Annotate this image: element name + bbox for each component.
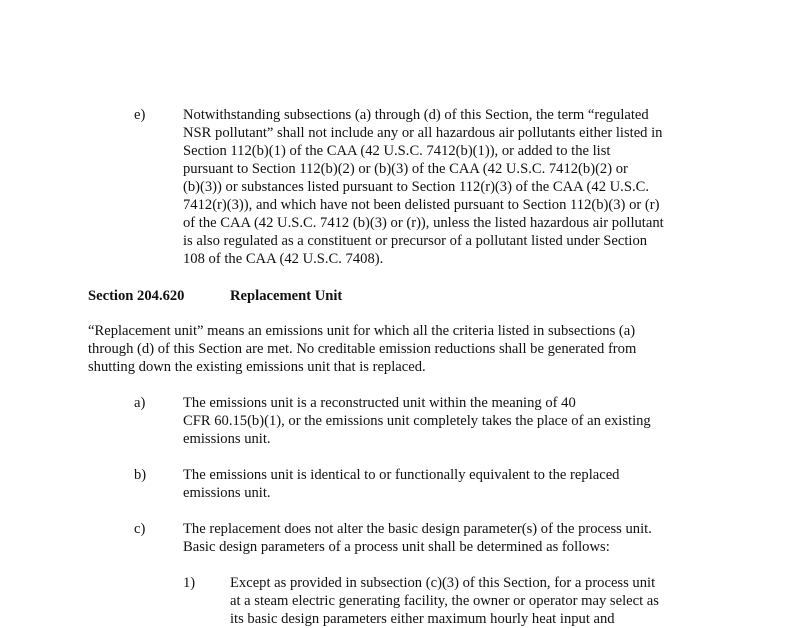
item-c1-line: Except as provided in subsection (c)(3) of this Section, for a process unit [230,575,656,591]
item-c1-line: its basic design parameters either maximum hourly heat input and [230,611,615,627]
item-e-line: of the CAA (42 U.S.C. 7412 (b)(3) or (r)), unless the listed hazardous air pollutant [183,215,664,231]
item-a-label: a) [134,395,146,411]
intro-line: through (d) of this Section are met. No creditable emission reductions shall be generated from [88,341,637,357]
intro-line: shutting down the existing emissions unit that is replaced. [88,359,426,375]
item-b-label: b) [134,467,147,483]
item-b-line: The emissions unit is identical to or functionally equivalent to the replaced [183,467,620,483]
item-a-line: CFR 60.15(b)(1), or the emissions unit completely takes the place of an existing [183,413,651,429]
item-e-line: pursuant to Section 112(b)(2) or (b)(3) of the CAA (42 U.S.C. 7412(b)(2) or [183,161,628,177]
item-a-line: emissions unit. [183,431,271,447]
item-e-line: Section 112(b)(1) of the CAA (42 U.S.C. 7412(b)(1)), or added to the list [183,143,611,159]
item-c1-label: 1) [183,575,196,591]
section-title: Replacement Unit [230,288,343,304]
item-e-line: Notwithstanding subsections (a) through (d) of this Section, the term “regulated [183,107,649,123]
item-e-line: is also regulated as a constituent or precursor of a pollutant listed under Section [183,233,648,249]
item-e-line: NSR pollutant” shall not include any or all hazardous air pollutants either listed in [183,125,663,141]
item-c-label: c) [134,521,146,537]
item-e-line: 108 of the CAA (42 U.S.C. 7408). [183,251,384,267]
section-number: Section 204.620 [88,288,185,304]
item-e-label: e) [134,107,146,123]
item-a-line: The emissions unit is a reconstructed unit within the meaning of 40 [183,395,576,411]
item-e-line: 7412(r)(3)), and which have not been delisted pursuant to Section 112(b)(3) or (r) [183,197,660,213]
item-c1-line: at a steam electric generating facility, the owner or operator may select as [230,593,659,609]
item-e-line: (b)(3)) or substances listed pursuant to Section 112(r)(3) of the CAA (42 U.S.C. [183,179,649,195]
item-b-line: emissions unit. [183,485,271,501]
item-c-line: Basic design parameters of a process unit shall be determined as follows: [183,539,610,555]
item-c-line: The replacement does not alter the basic design parameter(s) of the process unit. [183,521,652,537]
intro-line: “Replacement unit” means an emissions unit for which all the criteria listed in subsections (a) [88,323,636,339]
